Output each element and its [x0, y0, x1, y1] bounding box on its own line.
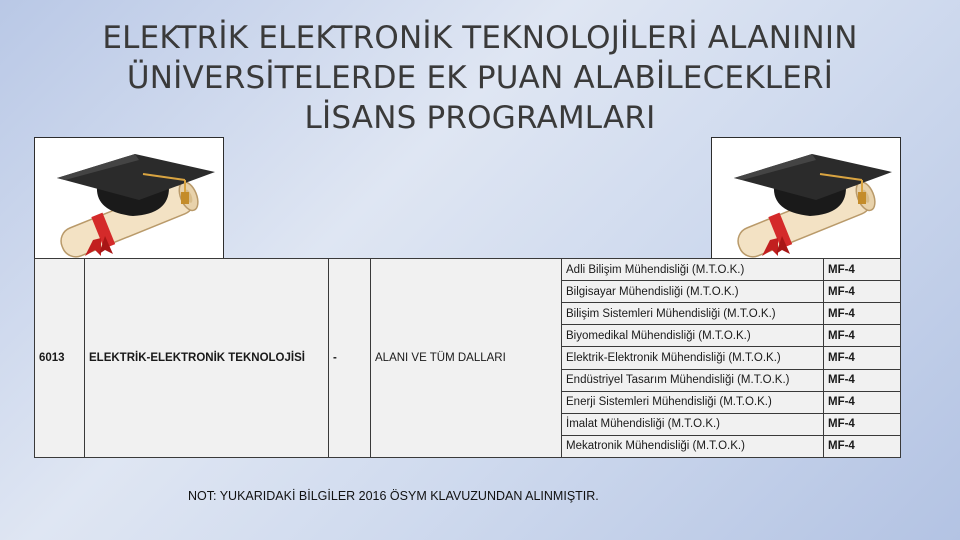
program-cell: Adli Bilişim Mühendisliği (M.T.O.K.) — [562, 259, 824, 281]
graduation-cap-diploma-icon — [712, 138, 900, 258]
table-row — [35, 259, 901, 281]
slide-title — [40, 18, 920, 138]
score-type-cell: MF-4 — [824, 325, 901, 347]
program-cell: Mekatronik Mühendisliği (M.T.O.K.) — [562, 435, 824, 457]
score-type-cell: MF-4 — [824, 391, 901, 413]
dash-cell: - — [329, 259, 371, 458]
program-cell: Elektrik-Elektronik Mühendisliği (M.T.O.K.) — [562, 347, 824, 369]
program-cell: Bilişim Sistemleri Mühendisliği (M.T.O.K.) — [562, 303, 824, 325]
source-note: NOT: YUKARIDAKİ BİLGİLER 2016 ÖSYM KLAVUZUNDAN ALINMIŞTIR. — [188, 489, 599, 503]
score-type-cell: MF-4 — [824, 435, 901, 457]
program-cell: İmalat Mühendisliği (M.T.O.K.) — [562, 413, 824, 435]
program-cell: Bilgisayar Mühendisliği (M.T.O.K.) — [562, 281, 824, 303]
programs-table — [34, 258, 900, 458]
score-type-cell: MF-4 — [824, 413, 901, 435]
score-type-cell: MF-4 — [824, 281, 901, 303]
program-cell: Biyomedikal Mühendisliği (M.T.O.K.) — [562, 325, 824, 347]
program-cell: Endüstriyel Tasarım Mühendisliği (M.T.O.K.) — [562, 369, 824, 391]
area-code-cell: 6013 — [35, 259, 85, 458]
score-type-cell: MF-4 — [824, 303, 901, 325]
branch-cell: ALANI VE TÜM DALLARI — [371, 259, 562, 458]
title-line-2: ÜNİVERSİTELERDE EK PUAN ALABİLECEKLERİ — [126, 60, 834, 96]
score-type-cell: MF-4 — [824, 347, 901, 369]
left-graduation-image — [34, 137, 224, 259]
right-graduation-image — [711, 137, 901, 259]
title-line-1: ELEKTRİK ELEKTRONİK TEKNOLOJİLERİ ALANININ — [102, 20, 858, 56]
score-type-cell: MF-4 — [824, 259, 901, 281]
graduation-cap-diploma-icon — [35, 138, 223, 258]
title-line-3: LİSANS PROGRAMLARI — [304, 100, 656, 136]
score-type-cell: MF-4 — [824, 369, 901, 391]
area-name-cell: ELEKTRİK-ELEKTRONİK TEKNOLOJİSİ — [85, 259, 329, 458]
program-cell: Enerji Sistemleri Mühendisliği (M.T.O.K.) — [562, 391, 824, 413]
